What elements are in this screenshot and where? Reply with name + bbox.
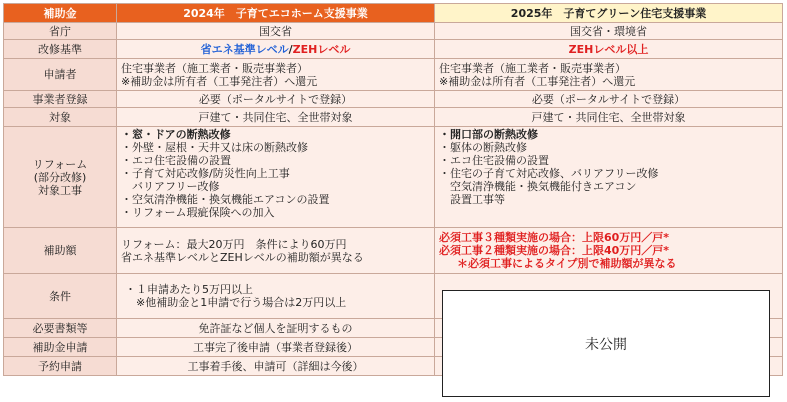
table-row — [4, 108, 783, 127]
applicant-2024 — [117, 59, 435, 91]
reform-2025-item: ・躯体の断熱改修 — [439, 141, 527, 154]
row-label-standard: 改修基準 — [4, 40, 117, 59]
application-2024: 工事完了後申請（事業者登録後） — [117, 338, 435, 357]
applicant-2024-line: ※補助金は所有者（工事発注者）へ還元 — [121, 74, 318, 88]
conditions-2024-line: ・１申請あたり5万円以上 — [125, 283, 253, 296]
header-row — [4, 4, 783, 23]
standard-2024-separator: / — [288, 42, 293, 56]
undisclosed-box: 未公開 — [442, 290, 770, 397]
registration-2024: 必要（ポータルサイトで登録） — [117, 91, 435, 108]
reform-2024-item: ・空気清浄機能・換気機能エアコンの設置 — [121, 193, 330, 206]
target-2024: 戸建て・共同住宅、全世帯対象 — [117, 108, 435, 127]
row-label-registration: 事業者登録 — [4, 91, 117, 108]
row-label-ministry: 省庁 — [4, 23, 117, 40]
amount-2024-line: 省エネ基準レベルとZEHレベルの補助額が異なる — [121, 250, 364, 264]
amount-2025 — [435, 228, 783, 274]
reservation-2024: 工事着手後、申請可（詳細は今後） — [117, 357, 435, 376]
header-subsidy: 補助金 — [4, 4, 117, 23]
target-2025: 戸建て・共同住宅、全世帯対象 — [435, 108, 783, 127]
standard-2024 — [117, 40, 435, 59]
reform-2024 — [117, 127, 435, 228]
reform-2025-item: ・開口部の断熱改修 — [439, 128, 538, 141]
applicant-2025-line: 住宅事業者（施工業者・販売事業者） — [439, 61, 626, 75]
registration-2025: 必要（ポータルサイトで登録） — [435, 91, 783, 108]
reform-2025-item: ・住宅の子育て対応改修、バリアフリー改修 — [439, 167, 659, 180]
conditions-2024 — [117, 274, 435, 319]
documents-2024: 免許証など個人を証明するもの — [117, 319, 435, 338]
reform-label-line: 対象工事 — [38, 183, 82, 197]
header-2024: 2024年 子育てエコホーム支援事業 — [117, 4, 435, 23]
reform-2025-item: 空気清浄機能・換気機能付きエアコン — [439, 180, 637, 193]
standard-2025: ZEHレベル以上 — [435, 40, 783, 59]
amount-2024 — [117, 228, 435, 274]
reform-label-line: (部分改修) — [33, 170, 87, 184]
amount-2024-line: リフォーム：最大20万円 条件により60万円 — [121, 237, 347, 251]
reform-2024-item: ・エコ住宅設備の設置 — [121, 154, 231, 167]
applicant-2025-line: ※補助金は所有者（工事発注者）へ還元 — [439, 74, 636, 88]
amount-2025-line: 必須工事３種類実施の場合：上限60万円／戸* — [439, 231, 670, 244]
applicant-2024-line: 住宅事業者（施工業者・販売事業者） — [121, 61, 308, 75]
reform-2024-item: ・窓・ドアの断熱改修 — [121, 128, 231, 141]
applicant-2025 — [435, 59, 783, 91]
ministry-2025: 国交省・環境省 — [435, 23, 783, 40]
row-label-target: 対象 — [4, 108, 117, 127]
reform-2024-item: ・リフォーム瑕疵保険への加入 — [121, 206, 275, 219]
reform-label-line: リフォーム — [32, 157, 88, 171]
row-label-amount: 補助額 — [4, 228, 117, 274]
table-row — [4, 59, 783, 91]
table-row — [4, 91, 783, 108]
reform-2025 — [435, 127, 783, 228]
reform-2025-item: 設置工事等 — [439, 193, 505, 206]
ministry-2024: 国交省 — [117, 23, 435, 40]
conditions-2024-line: ※他補助金と1申請で行う場合は2万円以上 — [125, 296, 347, 309]
reform-2024-item: ・外壁・屋根・天井又は床の断熱改修 — [121, 141, 308, 154]
header-2025: 2025年 子育てグリーン住宅支援事業 — [435, 4, 783, 23]
reform-2024-item: ・子育て対応改修/防災性向上工事 — [121, 167, 290, 180]
row-label-reservation: 予約申請 — [4, 357, 117, 376]
amount-2025-line: 必須工事２種類実施の場合：上限40万円／戸* — [439, 244, 670, 257]
table-row — [4, 127, 783, 228]
reform-2025-item: ・エコ住宅設備の設置 — [439, 154, 549, 167]
row-label-applicant: 申請者 — [4, 59, 117, 91]
standard-2024-energy: 省エネ基準レベル — [200, 42, 289, 56]
row-label-conditions: 条件 — [4, 274, 117, 319]
table-row — [4, 23, 783, 40]
row-label-application: 補助金申請 — [4, 338, 117, 357]
amount-2025-line: ＊必須工事によるタイプ別で補助額が異なる — [457, 257, 677, 270]
table-row — [4, 40, 783, 59]
standard-2024-zeh: ZEHレベル — [292, 42, 351, 56]
row-label-reform — [4, 127, 117, 228]
row-label-documents: 必要書類等 — [4, 319, 117, 338]
table-row — [4, 228, 783, 274]
reform-2024-item: バリアフリー改修 — [121, 180, 220, 193]
